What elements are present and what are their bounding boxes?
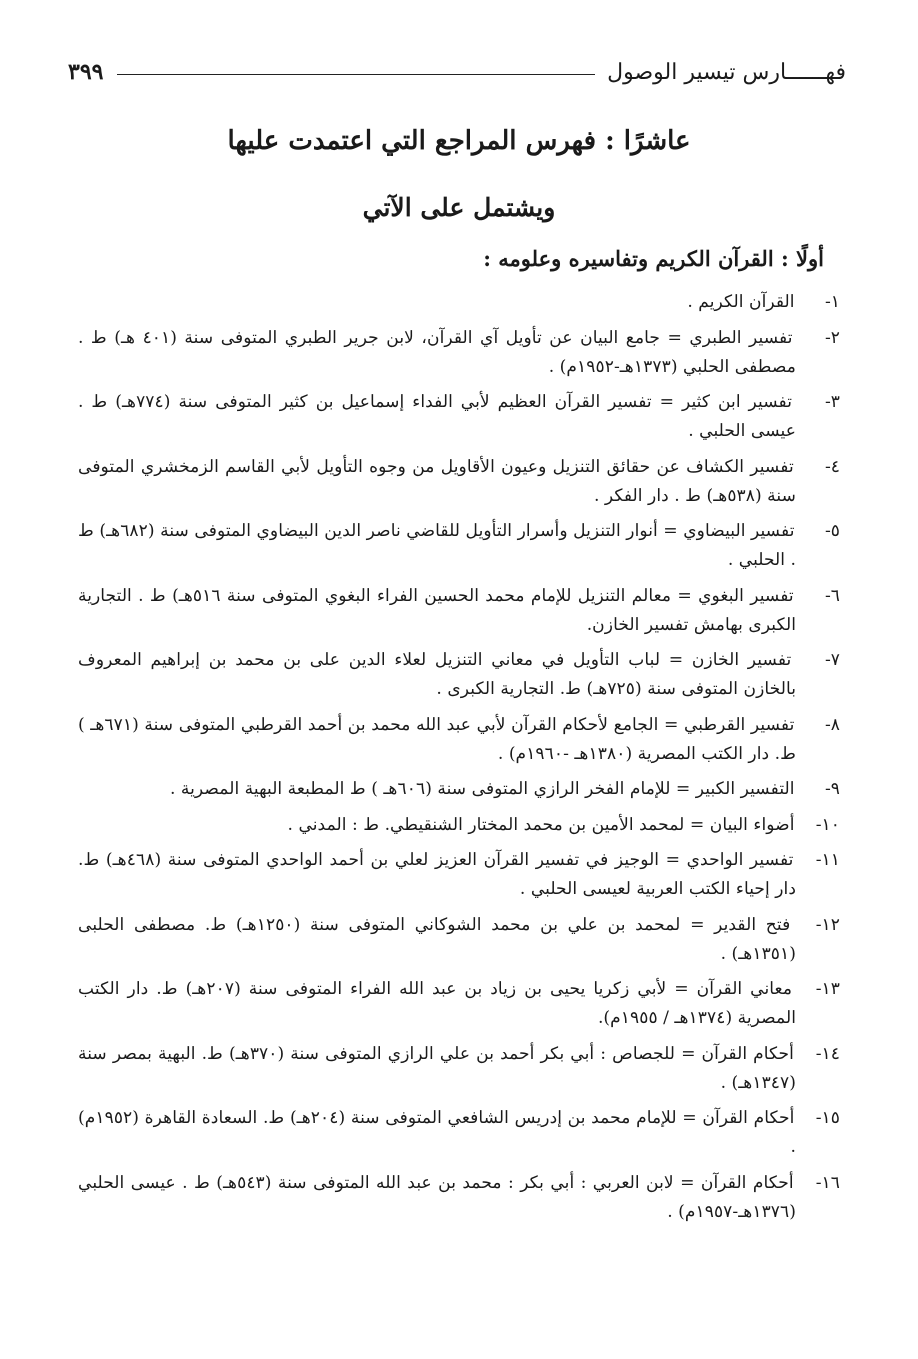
reference-item xyxy=(78,517,840,575)
reference-text: تفسير البغوي = معالم التنزيل للإمام محمد الحسين الفراء البغوي المتوفى سنة ٥١٦هـ) ط . التجارية الكبرى بهامش تفسير الخازن. xyxy=(78,585,796,635)
reference-number: ٣- xyxy=(824,392,840,412)
reference-number: ٥- xyxy=(824,521,840,541)
reference-text: تفسير الكشاف عن حقائق التنزيل وعيون الأقاويل من وجوه التأويل لأبي القاسم الزمخشري المتوفى سنة (٥٣٨هـ) ط . دار الفكر . xyxy=(78,456,796,506)
reference-item xyxy=(78,388,840,446)
reference-number: ١٤- xyxy=(815,1043,840,1064)
reference-item xyxy=(78,324,840,382)
reference-text: أضواء البيان = لمحمد الأمين بن محمد المختار الشنقيطي. ط : المدني . xyxy=(287,814,795,835)
reference-text: تفسير الواحدي = الوجيز في تفسير القرآن العزيز لعلي بن أحمد الواحدي المتوفى سنة (٤٦٨هـ) ط. دار إحياء الكتب العربية لعيسى الحلبي . xyxy=(78,850,796,899)
running-header-title: فهــــــارس تيسير الوصول xyxy=(607,59,846,85)
reference-text: تفسير البيضاوي = أنوار التنزيل وأسرار التأويل للقاضي ناصر الدين البيضاوي المتوفى سنة (٦٨٢هـ) ط . الحلبي . xyxy=(78,521,796,570)
reference-text: تفسير القرطبي = الجامع لأحكام القرآن لأبي عبد الله محمد بن أحمد القرطبي المتوفى سنة (٦٧١هـ ) ط. دار الكتب المصرية (١٣٨٠هـ -١٩٦٠م) . xyxy=(78,714,796,764)
reference-item xyxy=(78,846,840,904)
reference-item xyxy=(78,1169,840,1227)
main-heading: عاشرًا : فهرس المراجع التي اعتمدت عليها xyxy=(227,126,691,156)
running-header xyxy=(68,52,846,92)
section-title: أولًا : القرآن الكريم وتفاسيره وعلومه : xyxy=(483,246,824,271)
reference-number: ١٣- xyxy=(815,979,841,999)
reference-number: ٦- xyxy=(824,585,840,606)
reference-item xyxy=(78,1040,840,1098)
reference-text: القرآن الكريم . xyxy=(687,292,795,312)
reference-item xyxy=(78,582,840,640)
page-number: ٣٩٩ xyxy=(68,59,104,85)
reference-number: ٨- xyxy=(824,714,840,735)
reference-text: أحكام القرآن = للإمام محمد بن إدريس الشافعي المتوفى سنة (٢٠٤هـ) ط. السعادة القاهرة (١٩٥٢م) . xyxy=(78,1108,796,1157)
reference-number: ٩- xyxy=(824,779,840,799)
sub-heading: ويشتمل على الآتي xyxy=(362,193,556,222)
reference-item xyxy=(78,288,840,317)
reference-item xyxy=(78,811,840,840)
reference-text: فتح القدير = لمحمد بن علي بن محمد الشوكاني المتوفى سنة (١٢٥٠هـ) ط. مصطفى الحلبى (١٣٥١هـ) . xyxy=(78,914,796,964)
reference-number: ١٥- xyxy=(815,1108,841,1128)
reference-item xyxy=(78,646,840,704)
reference-number: ١١- xyxy=(815,850,840,870)
reference-number: ٧- xyxy=(824,650,840,670)
reference-text: معاني القرآن = لأبي زكريا يحيى بن زياد بن عبد الله الفراء المتوفى سنة (٢٠٧هـ) ط. دار الكتب المصرية (١٣٧٤هـ / ١٩٥٥م). xyxy=(78,979,796,1028)
reference-number: ١٠- xyxy=(815,814,840,835)
reference-item xyxy=(78,1104,840,1162)
header-rule xyxy=(117,74,595,75)
references-list xyxy=(78,288,840,1233)
reference-item xyxy=(78,975,840,1033)
reference-text: تفسير الطبري = جامع البيان عن تأويل آي القرآن، لابن جرير الطبري المتوفى سنة (٤٠١ هـ) ط . مصطفى الحلبي (١٣٧٣هـ-١٩٥٢م) . xyxy=(78,327,796,377)
reference-number: ٢- xyxy=(824,327,840,348)
reference-item xyxy=(78,453,840,511)
reference-number: ١٦- xyxy=(815,1172,840,1193)
reference-number: ٤- xyxy=(824,456,840,477)
reference-text: تفسير الخازن = لباب التأويل في معاني التنزيل لعلاء الدين على بن محمد بن إبراهيم المعروف بالخازن المتوفى سنة (٧٢٥هـ) ط. التجارية الكبرى . xyxy=(78,650,796,699)
reference-text: التفسير الكبير = للإمام الفخر الرازي المتوفى سنة (٦٠٦هـ ) ط المطبعة البهية المصرية . xyxy=(169,779,795,799)
reference-number: ١٢- xyxy=(815,914,840,935)
reference-text: تفسير ابن كثير = تفسير القرآن العظيم لأبي الفداء إسماعيل بن كثير المتوفى سنة (٧٧٤هـ) ط . عيسى الحلبي . xyxy=(78,392,796,441)
reference-text: أحكام القرآن = للجصاص : أبي بكر أحمد بن علي الرازي المتوفى سنة (٣٧٠هـ) ط. البهية بمصر سنة (١٣٤٧هـ) . xyxy=(78,1043,796,1093)
reference-item xyxy=(78,775,840,804)
reference-item xyxy=(78,911,840,969)
reference-item xyxy=(78,711,840,769)
reference-text: أحكام القرآن = لابن العربي : أبي بكر : محمد بن عبد الله المتوفى سنة (٥٤٣هـ) ط . عيسى الحلبي (١٣٧٦هـ-١٩٥٧م) . xyxy=(78,1172,796,1222)
reference-number: ١- xyxy=(824,292,840,312)
